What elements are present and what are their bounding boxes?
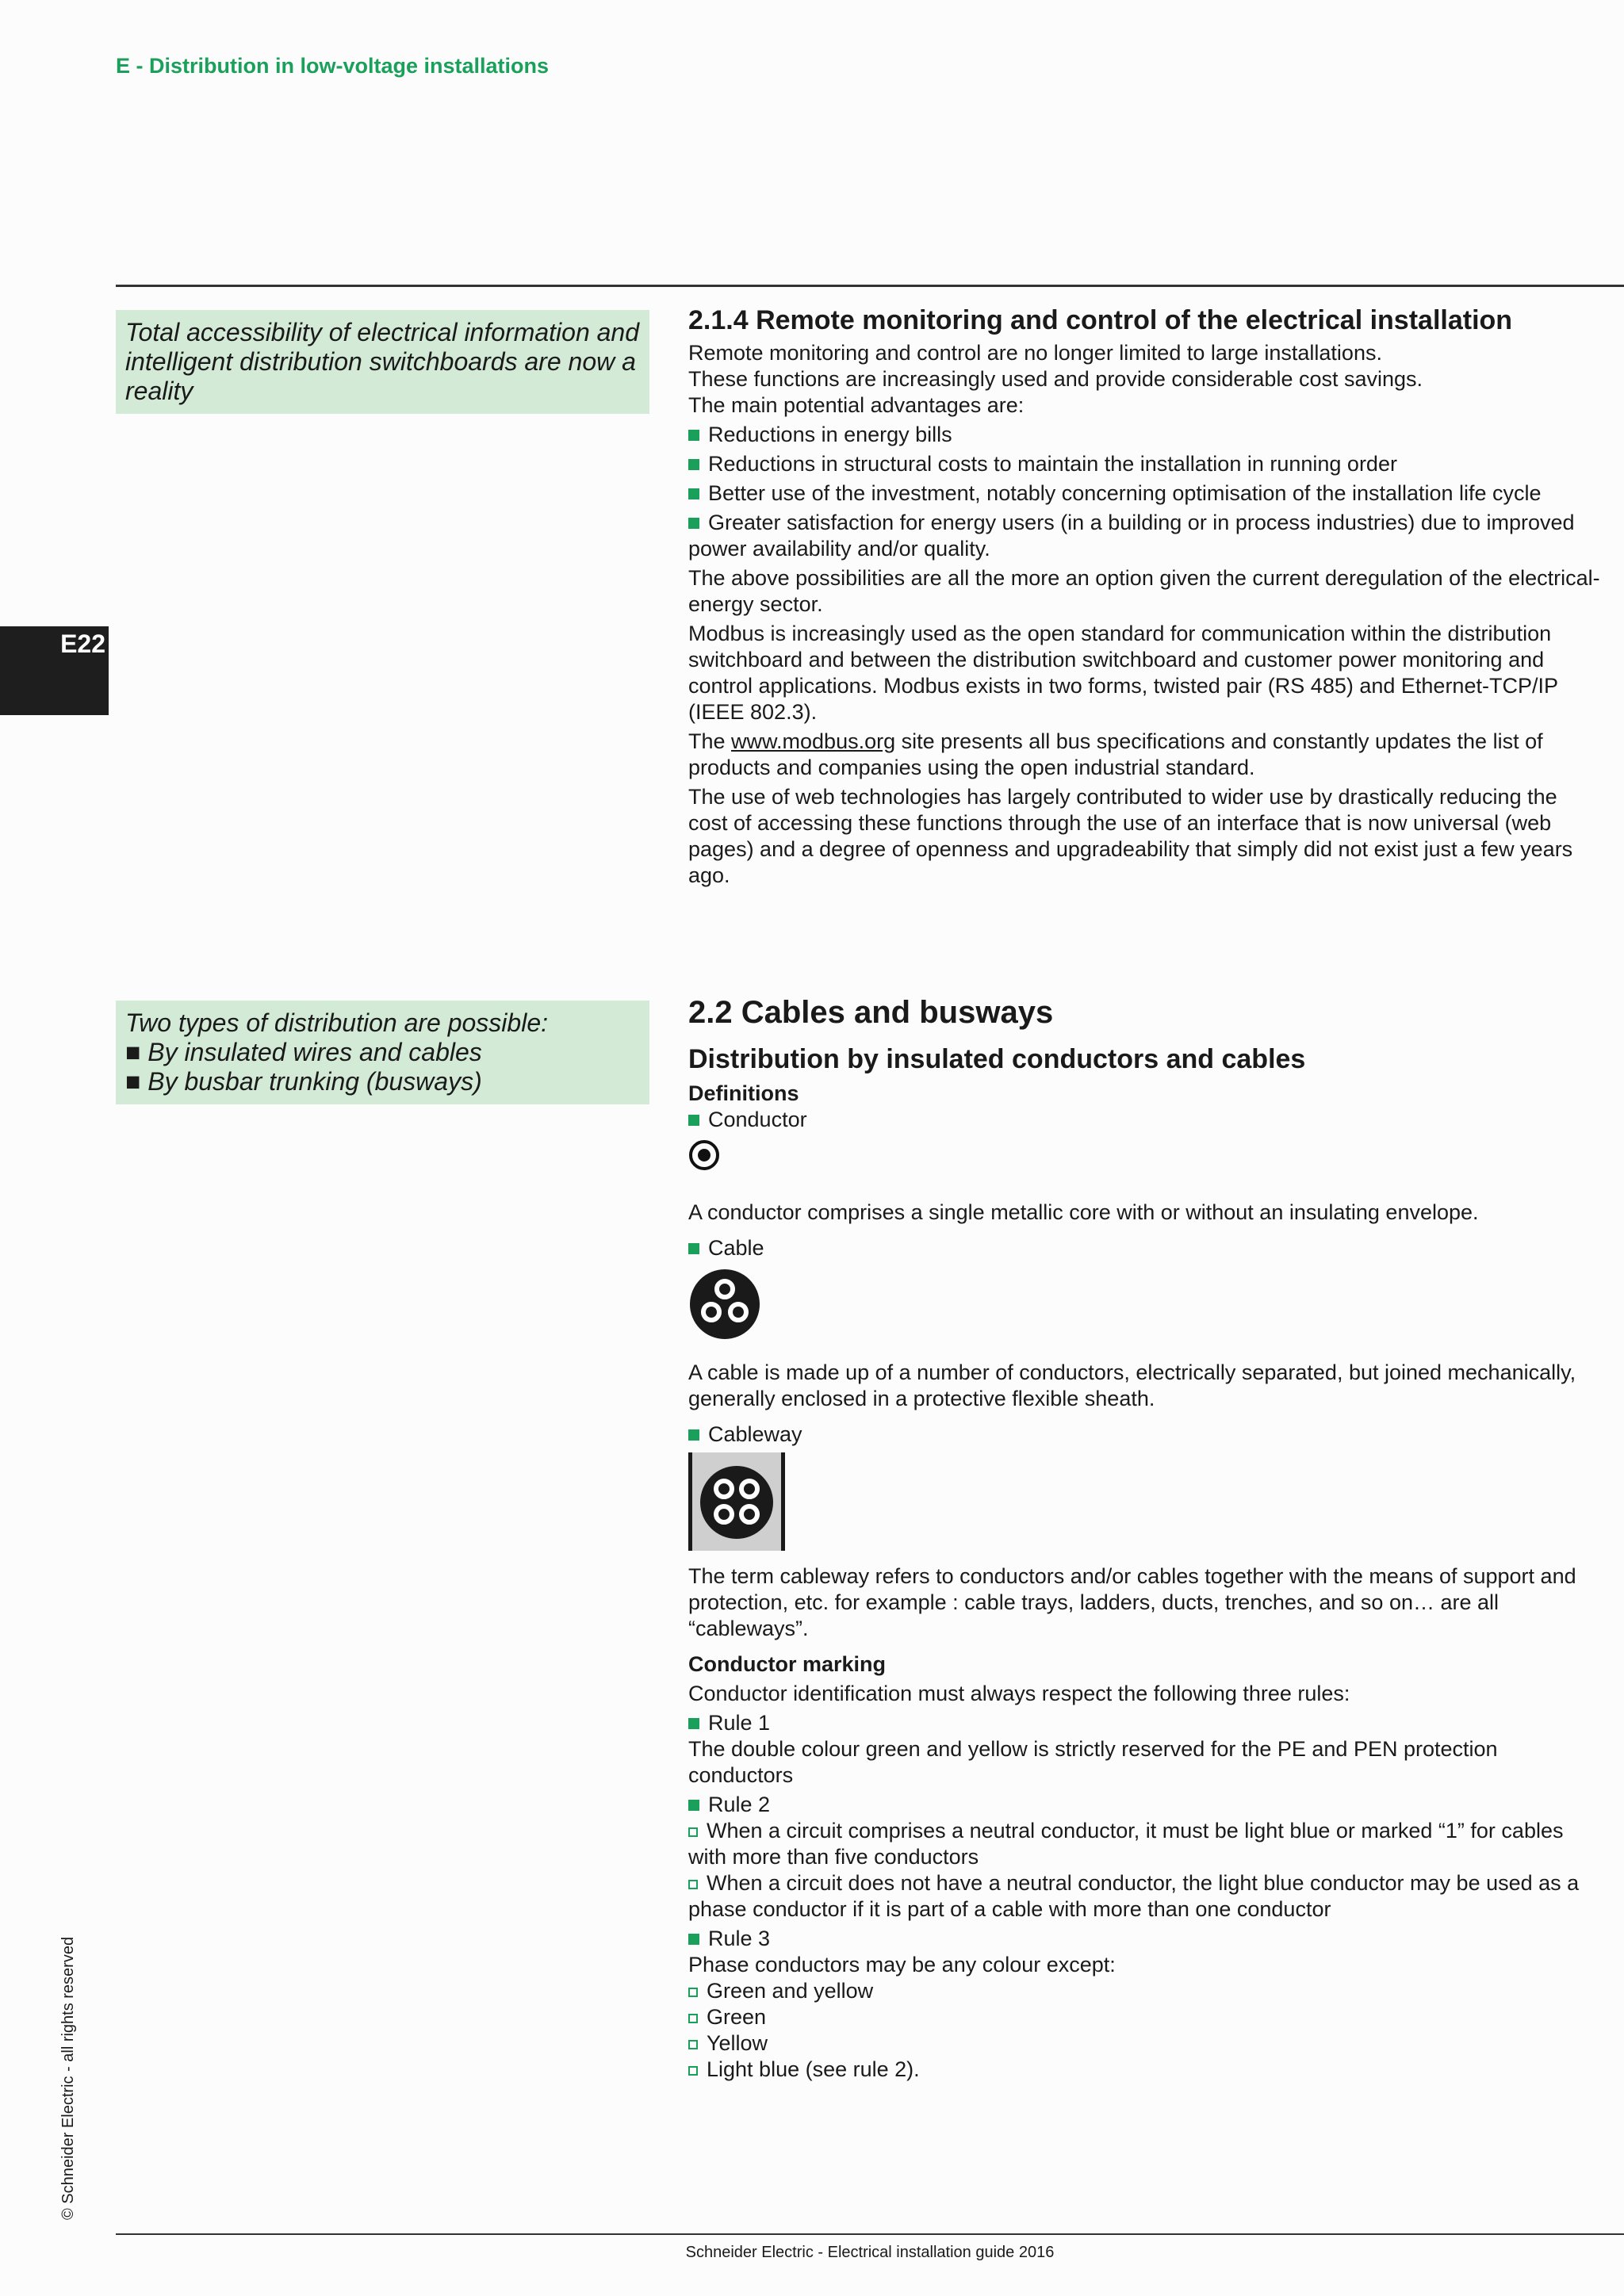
side-copyright: © Schneider Electric - all rights reserved <box>59 1936 77 2220</box>
bullet-square-icon <box>688 1800 699 1811</box>
bullet-square-icon <box>688 1243 699 1254</box>
sub-bullet-item: Green and yellow <box>688 1978 1600 2004</box>
cableway-icon <box>688 1452 1600 1557</box>
paragraph: The use of web technologies has largely contributed to wider use by drastically reducing the cost of accessing these functions through the use of an interface that is now universal (web pages) and a degree of openness and upgradeability that simply did not exist just a few years ago. <box>688 785 1573 887</box>
paragraph: The term cableway refers to conductors and/or cables together with the means of support and protection, etc. for example : cable trays, ladders, ducts, trenches, and so on… are all “cableways”. <box>688 1564 1576 1640</box>
sub-bullet-item: Light blue (see rule 2). <box>688 2057 1600 2083</box>
bullet-square-icon <box>688 1429 699 1441</box>
sidebar-note-text: Total accessibility of electrical information and intelligent distribution switchboards are now a reality <box>125 318 640 405</box>
sub-bullet-item: Green <box>688 2004 1600 2030</box>
paragraph: A conductor comprises a single metallic core with or without an insulating envelope. <box>688 1200 1479 1224</box>
paragraph: The www.modbus.org site presents all bus specifications and constantly updates the list of products and companies using the open industrial standard. <box>688 729 1543 779</box>
hollow-square-icon <box>688 2066 698 2076</box>
section-heading: 2.2 Cables and busways <box>688 995 1054 1030</box>
top-divider <box>116 285 1624 287</box>
hollow-square-icon <box>688 1827 698 1837</box>
sidebar-note-item: ■ By busbar trunking (busways) <box>125 1067 482 1096</box>
page-number-tab: E22 <box>0 626 109 715</box>
bullet-item: Cable <box>688 1235 1600 1261</box>
bullet-item: Rule 1 <box>688 1710 1600 1736</box>
sidebar-note-item: ■ By insulated wires and cables <box>125 1038 482 1066</box>
bullet-item: Conductor <box>688 1107 1600 1133</box>
running-header: E - Distribution in low-voltage installations <box>116 54 550 78</box>
section-heading: 2.1.4 Remote monitoring and control of the electrical installation <box>688 305 1513 335</box>
bullet-square-icon <box>688 1718 699 1729</box>
sidebar-note-distribution-types <box>116 1001 649 1104</box>
paragraph: The above possibilities are all the more an option given the current deregulation of the electrical-energy sector. <box>688 566 1600 616</box>
paragraph: The double colour green and yellow is strictly reserved for the PE and PEN protection conductors <box>688 1737 1498 1787</box>
bullet-square-icon <box>688 518 699 529</box>
page-footer: Schneider Electric - Electrical installation guide 2016 <box>685 2244 1055 2261</box>
paragraph: Remote monitoring and control are no longer limited to large installations. <box>688 341 1382 365</box>
paragraph: Conductor identification must always respect the following three rules: <box>688 1682 1350 1705</box>
paragraph: A cable is made up of a number of conductors, electrically separated, but joined mechanically, generally enclosed in a protective flexible sheath. <box>688 1360 1576 1410</box>
sub-bullet-item: Yellow <box>688 2030 1600 2057</box>
sub-bullet-item: When a circuit does not have a neutral conductor, the light blue conductor may be used as a phase conductor if it is part of a cable with more than one conductor <box>688 1871 1580 1921</box>
hollow-square-icon <box>688 2014 698 2023</box>
bullet-square-icon <box>688 1115 699 1126</box>
bullet-square-icon <box>688 459 699 470</box>
paragraph: Phase conductors may be any colour except: <box>688 1953 1116 1976</box>
definitions-heading: Definitions <box>688 1081 799 1105</box>
bullet-item: Rule 2 <box>688 1792 1600 1818</box>
bullet-item: Greater satisfaction for energy users (in a building or in process industries) due to improved power availability and/or quality. <box>688 511 1575 561</box>
bullet-item: Reductions in structural costs to maintain the installation in running order <box>688 451 1600 477</box>
bottom-divider <box>116 2233 1624 2235</box>
bullet-square-icon <box>688 488 699 499</box>
bullet-square-icon <box>688 430 699 441</box>
sidebar-note-accessibility <box>116 310 649 414</box>
paragraph: These functions are increasingly used and provide considerable cost savings. <box>688 367 1423 391</box>
bullet-item: Better use of the investment, notably concerning optimisation of the installation life cycle <box>688 480 1600 507</box>
cable-icon <box>688 1268 1600 1347</box>
section-2-1-4 <box>688 304 1600 892</box>
bullet-item: Cableway <box>688 1422 1600 1448</box>
hollow-square-icon <box>688 2040 698 2049</box>
paragraph: Modbus is increasingly used as the open standard for communication within the distribution switchboard and between the distribution switchboard and customer power monitoring and control applications. Modbus exists in two forms, twisted pair (RS 485) and Ethernet-TCP/IP (IEEE 802.3). <box>688 622 1558 724</box>
modbus-link[interactable]: www.modbus.org <box>731 729 896 753</box>
bullet-item: Reductions in energy bills <box>688 422 1600 448</box>
conductor-icon <box>688 1139 1600 1177</box>
sub-bullet-item: When a circuit comprises a neutral conductor, it must be light blue or marked “1” for cables with more than five conductors <box>688 1819 1564 1869</box>
bullet-square-icon <box>688 1934 699 1945</box>
bullet-item: Rule 3 <box>688 1926 1600 1952</box>
subsection-heading: Distribution by insulated conductors and cables <box>688 1044 1306 1074</box>
hollow-square-icon <box>688 1988 698 1997</box>
marking-heading: Conductor marking <box>688 1652 887 1676</box>
hollow-square-icon <box>688 1880 698 1889</box>
section-2-2 <box>688 993 1600 2083</box>
paragraph: The main potential advantages are: <box>688 393 1025 417</box>
sidebar-note-title: Two types of distribution are possible: <box>125 1008 548 1037</box>
